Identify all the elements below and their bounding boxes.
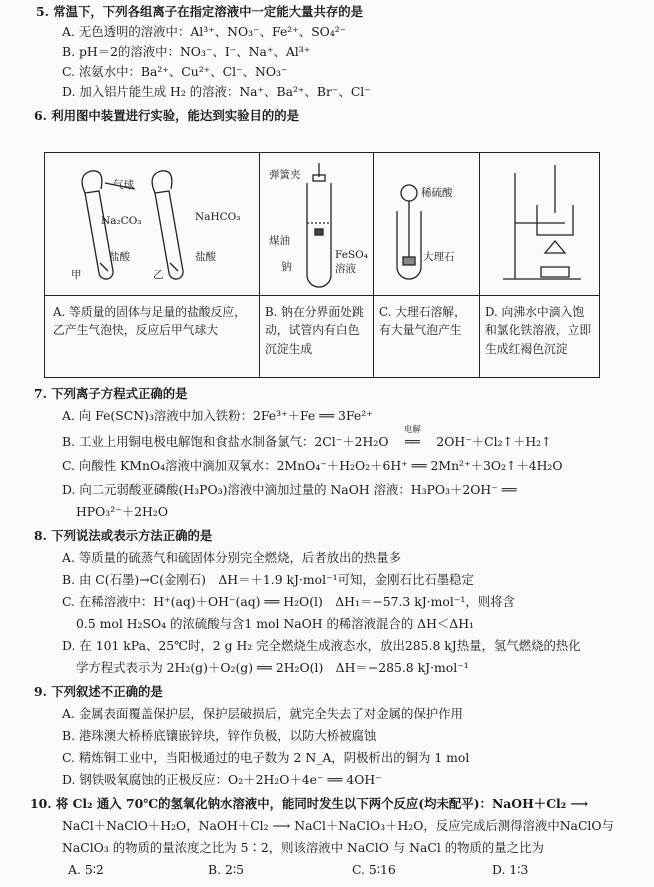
q9-option-b: B. 港珠澳大桥桥底镶嵌锌块，锌作负极，以防大桥被腐蚀 bbox=[62, 728, 377, 743]
q7-option-d-line1: D. 向二元弱酸亚磷酸(H₃PO₃)溶液中滴加过量的 NaOH 溶液：H₃PO₃＋2OH⁻ ══ bbox=[62, 482, 517, 497]
label-acid-b: 盐酸 bbox=[195, 251, 216, 263]
q8-option-b: B. 由 C(石墨)→C(金刚石) ΔH＝＋1.9 kJ·mol⁻¹可知，金刚石比石墨稳定 bbox=[62, 572, 474, 587]
label-marble: 大理石 bbox=[423, 251, 455, 263]
label-clamp: 弹簧夹 bbox=[269, 169, 301, 181]
q5-option-b: B. pH＝2的溶液中：NO₃⁻、I⁻、Na⁺、Al³⁺ bbox=[62, 44, 311, 59]
q6-figure-table bbox=[44, 152, 600, 378]
q9-option-d: D. 钢铁吸氧腐蚀的正极反应：O₂＋2H₂O＋4e⁻ ══ 4OH⁻ bbox=[62, 772, 382, 787]
q7-option-b-left: B. 工业上用铜电极电解饱和食盐水制备氯气：2Cl⁻＋2H₂O bbox=[62, 434, 389, 449]
electrolysis-condition: 电解 bbox=[403, 425, 421, 435]
q8-option-c-line1: C. 在稀溶液中：H⁺(aq)＋OH⁻(aq) ══ H₂O(l) ΔH₁＝−57.3 kJ·mol⁻¹，则将含 bbox=[62, 594, 515, 609]
q6-caption-b: B. 钠在分界面处跳动，试管内有白色沉淀生成 bbox=[265, 305, 364, 356]
q7-option-b bbox=[62, 425, 552, 450]
label-dilute-h2so4: 稀硫酸 bbox=[421, 187, 453, 199]
q7-option-b-right: 2OH⁻＋Cl₂↑＋H₂↑ bbox=[436, 434, 552, 449]
q10-option-b: B. 2∶5 bbox=[208, 862, 244, 877]
q10-stem-line1: 10. 将 Cl₂ 通入 70℃的氢氧化钠水溶液中，能同时发生以下两个反应(均未配平)：NaOH＋Cl₂ ⟶ bbox=[30, 796, 589, 811]
q8-option-c-line2: 0.5 mol H₂SO₄ 的浓硫酸与含1 mol NaOH 的稀溶液混合的 ΔH＜ΔH₁ bbox=[76, 616, 475, 631]
q8-option-d-line2: 学方程式表示为 2H₂(g)＋O₂(g) ══ 2H₂O(l) ΔH＝−285.8 kJ·mol⁻¹ bbox=[76, 660, 469, 675]
q8-option-d-line1: D. 在 101 kPa、25℃时，2 g H₂ 完全燃烧生成液态水，放出285.8 kJ热量，氢气燃烧的热化 bbox=[62, 638, 581, 653]
q10-option-a: A. 5∶2 bbox=[68, 862, 104, 877]
q5-option-a: A. 无色透明的溶液中：Al³⁺、NO₃⁻、Fe²⁺、SO₄²⁻ bbox=[62, 24, 347, 39]
q7-option-a: A. 向 Fe(SCN)₃溶液中加入铁粉：2Fe³⁺＋Fe ══ 3Fe²⁺ bbox=[62, 408, 373, 423]
q5-stem: 5. 常温下，下列各组离子在指定溶液中一定能大量共存的是 bbox=[36, 4, 364, 19]
q8-option-a: A. 等质量的硫蒸气和硫固体分别完全燃烧，后者放出的热量多 bbox=[62, 550, 401, 565]
label-feso4: FeSO₄ bbox=[335, 249, 368, 261]
q9-stem: 9. 下列叙述不正确的是 bbox=[34, 684, 163, 699]
label-sodium: 钠 bbox=[281, 261, 292, 273]
label-balloon: 气球 bbox=[113, 179, 134, 191]
q6-caption-a: A. 等质量的固体与足量的盐酸反应，乙产生气泡快，反应后甲气球大 bbox=[53, 305, 246, 338]
q10-option-c: C. 5∶16 bbox=[352, 862, 396, 877]
label-solution: 溶液 bbox=[335, 263, 356, 275]
label-jia: 甲 bbox=[71, 269, 82, 281]
q10-stem-line2: NaCl＋NaClO＋H₂O，NaOH＋Cl₂ ⟶ NaCl＋NaClO₃＋H₂O，反应完成后测得溶液中NaClO与 bbox=[62, 818, 614, 833]
q10-option-d: D. 1∶3 bbox=[492, 862, 529, 877]
q7-option-c: C. 向酸性 KMnO₄溶液中滴加双氧水：2MnO₄⁻＋H₂O₂＋6H⁺ ══ 2Mn²⁺＋3O₂↑＋4H₂O bbox=[62, 458, 563, 473]
q10-stem-line3: NaClO₃ 的物质的量浓度之比为 5∶2，则该溶液中 NaClO 与 NaCl 的物质的量之比为 bbox=[62, 840, 544, 855]
q7-option-d-line2: HPO₃²⁻＋2H₂O bbox=[76, 504, 168, 519]
electrolysis-arrow bbox=[392, 425, 432, 450]
q6-caption-d: D. 向沸水中滴入饱和氯化铁溶液，立即生成红褐色沉淀 bbox=[485, 305, 592, 356]
q6-caption-c: C. 大理石溶解，有大量气泡产生 bbox=[379, 305, 466, 338]
label-kerosene: 煤油 bbox=[269, 235, 290, 247]
q9-option-c: C. 精炼铜工业中，当阳极通过的电子数为 2 N_A，阴极析出的铜为 1 mol bbox=[62, 750, 470, 765]
label-yi: 乙 bbox=[153, 269, 164, 281]
q6-stem: 6. 利用图中装置进行实验，能达到实验目的的是 bbox=[34, 108, 300, 123]
q5-option-c: C. 浓氨水中：Ba²⁺、Cu²⁺、Cl⁻、NO₃⁻ bbox=[62, 64, 288, 79]
equals-sign: ══ bbox=[404, 434, 420, 449]
label-nahco3: NaHCO₃ bbox=[195, 211, 241, 223]
q9-option-a: A. 金属表面覆盖保护层，保护层破损后，就完全失去了对金属的保护作用 bbox=[62, 706, 463, 721]
q8-stem: 8. 下列说法或表示方法正确的是 bbox=[34, 528, 213, 543]
q7-stem: 7. 下列离子方程式正确的是 bbox=[34, 386, 188, 401]
q5-option-d: D. 加入铝片能生成 H₂ 的溶液：Na⁺、Ba²⁺、Br⁻、Cl⁻ bbox=[62, 84, 371, 99]
label-acid-a: 盐酸 bbox=[109, 251, 130, 263]
divider bbox=[45, 295, 599, 296]
label-na2co3: Na₂CO₃ bbox=[101, 215, 142, 227]
